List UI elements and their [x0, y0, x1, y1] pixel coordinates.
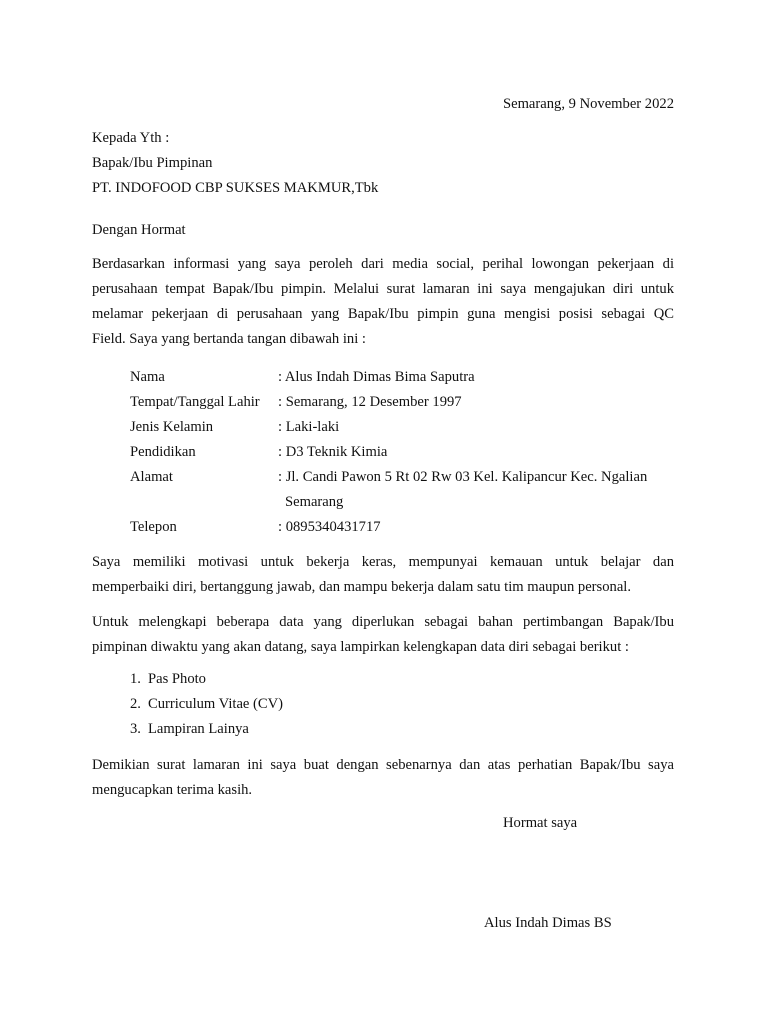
- list-text: Pas Photo: [148, 671, 206, 687]
- intro-line: melamar pekerjaan di perusahaan yang Bapak/Ibu pimpin guna mengisi posisi sebagai QC: [92, 306, 674, 322]
- field-value: : 0895340431717: [278, 519, 381, 535]
- closing-line: Demikian surat lamaran ini saya buat dengan sebenarnya dan atas perhatian Bapak/Ibu saya: [92, 757, 674, 773]
- intro-line: Field. Saya yang bertanda tangan dibawah ini :: [92, 331, 366, 347]
- attachment-item: [130, 671, 206, 688]
- motivation-paragraph: [92, 553, 674, 603]
- field-label: Alamat: [130, 469, 173, 485]
- field-row-birth: [130, 394, 462, 411]
- field-label: Jenis Kelamin: [130, 419, 214, 435]
- list-number: 1.: [130, 671, 141, 687]
- field-value-continuation: Semarang: [285, 494, 344, 510]
- signoff: Hormat saya: [503, 815, 578, 831]
- attachment-intro-paragraph: [92, 613, 674, 663]
- intro-line: Berdasarkan informasi yang saya peroleh dari media social, perihal lowongan pekerjaan di: [92, 256, 674, 272]
- intro-line: perusahaan tempat Bapak/Ibu pimpin. Melalui surat lamaran ini saya mengajukan diri untuk: [92, 281, 674, 297]
- field-value: : D3 Teknik Kimia: [278, 444, 388, 460]
- list-text: Curriculum Vitae (CV): [148, 696, 284, 712]
- greeting: Dengan Hormat: [92, 222, 186, 238]
- field-label: Pendidikan: [130, 444, 196, 460]
- field-label: Telepon: [130, 519, 177, 535]
- list-number: 3.: [130, 721, 141, 737]
- signature-name: Alus Indah Dimas BS: [484, 915, 612, 931]
- attachment-item: [130, 696, 283, 713]
- closing-line: mengucapkan terima kasih.: [92, 782, 253, 798]
- attachment-intro-line: Untuk melengkapi beberapa data yang diperlukan sebagai bahan pertimbangan Bapak/Ibu: [92, 614, 674, 630]
- field-row-phone: [130, 519, 381, 536]
- field-row-gender: [130, 419, 339, 436]
- list-text: Lampiran Lainya: [148, 721, 249, 737]
- motivation-line: Saya memiliki motivasi untuk bekerja keras, mempunyai kemauan untuk belajar dan: [92, 554, 674, 570]
- field-label: Nama: [130, 369, 165, 385]
- field-value: : Alus Indah Dimas Bima Saputra: [278, 369, 475, 385]
- field-label: Tempat/Tanggal Lahir: [130, 394, 260, 410]
- field-value: : Semarang, 12 Desember 1997: [278, 394, 462, 410]
- attachment-item: [130, 721, 249, 738]
- field-row-education: [130, 444, 387, 461]
- motivation-line: memperbaiki diri, bertanggung jawab, dan mampu bekerja dalam satu tim maupun personal.: [92, 579, 631, 595]
- field-row-nama: [130, 369, 475, 386]
- field-row-address: [130, 469, 647, 486]
- list-number: 2.: [130, 696, 141, 712]
- intro-paragraph: [92, 255, 674, 355]
- recipient-salutation: Kepada Yth :: [92, 130, 170, 146]
- field-value: : Jl. Candi Pawon 5 Rt 02 Rw 03 Kel. Kalipancur Kec. Ngalian: [278, 469, 648, 485]
- recipient-title: Bapak/Ibu Pimpinan: [92, 155, 213, 171]
- letter-date: Semarang, 9 November 2022: [502, 96, 674, 112]
- field-value: : Laki-laki: [278, 419, 340, 435]
- closing-paragraph: [92, 756, 674, 806]
- recipient-company: PT. INDOFOOD CBP SUKSES MAKMUR,Tbk: [92, 180, 379, 196]
- attachment-intro-line: pimpinan diwaktu yang akan datang, saya lampirkan kelengkapan data diri sebagai berikut :: [92, 639, 629, 655]
